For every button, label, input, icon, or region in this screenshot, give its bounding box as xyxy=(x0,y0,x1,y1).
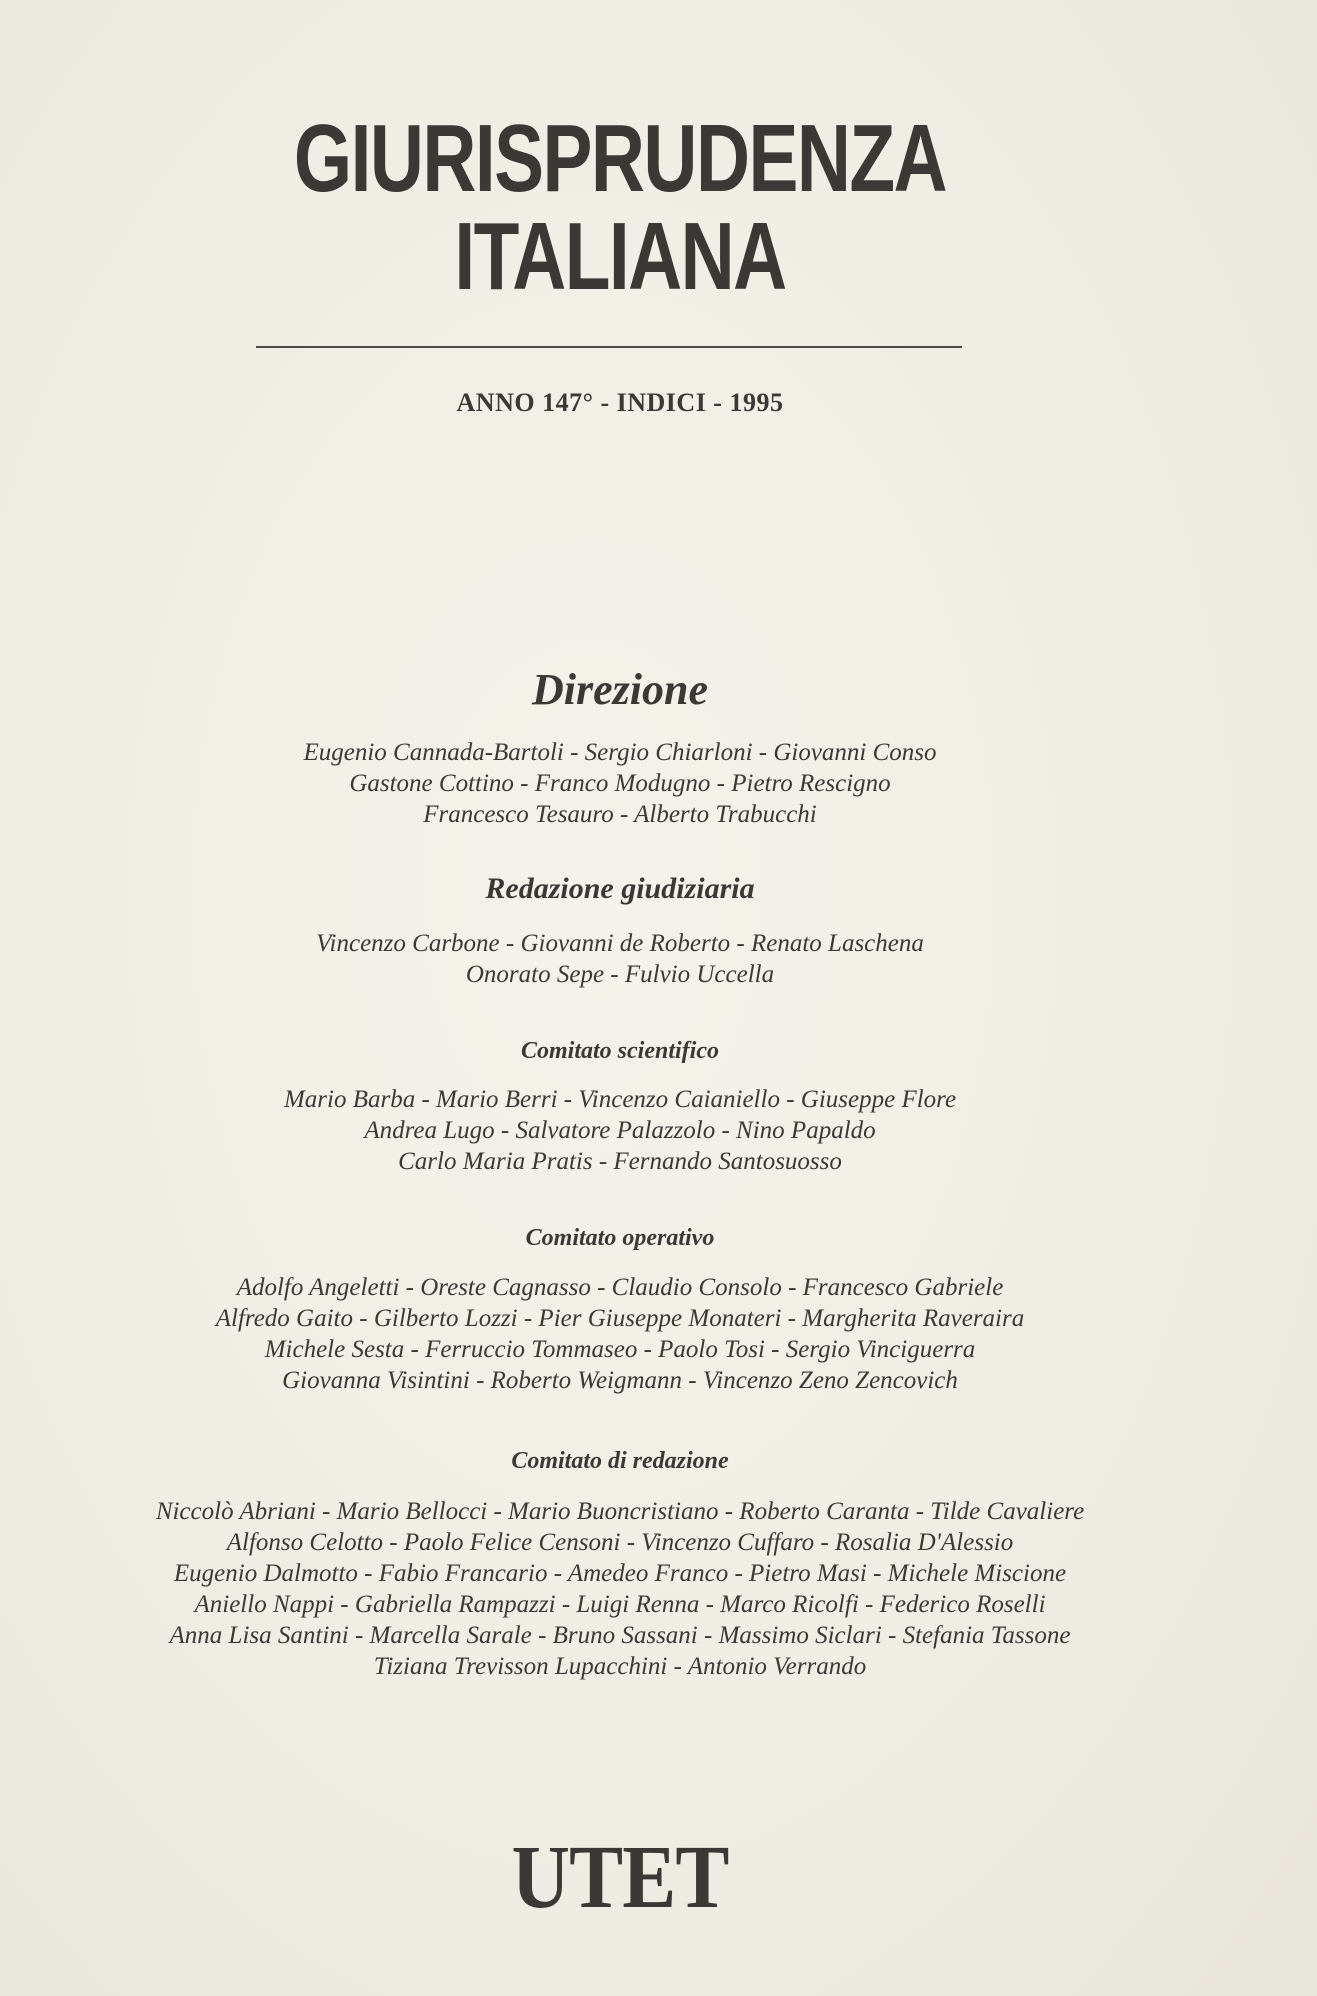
publisher-logo: UTET xyxy=(511,1828,729,1927)
journal-title-line-1: GIURISPRUDENZA xyxy=(293,105,947,212)
comitato-scientifico-line: Andrea Lugo - Salvatore Palazzolo - Nino Papaldo xyxy=(364,1117,876,1144)
redazione-giudiziaria-line: Vincenzo Carbone - Giovanni de Roberto - Renato Laschena xyxy=(316,930,924,957)
direzione-line: Gastone Cottino - Franco Modugno - Pietro Rescigno xyxy=(349,770,891,797)
comitato-operativo-names xyxy=(0,1272,1240,1396)
comitato-scientifico-heading: Comitato scientifico xyxy=(521,1038,719,1064)
comitato-redazione-line: Aniello Nappi - Gabriella Rampazzi - Luigi Renna - Marco Ricolfi - Federico Roselli xyxy=(194,1591,1046,1618)
comitato-operativo-line: Giovanna Visintini - Roberto Weigmann - Vincenzo Zeno Zencovich xyxy=(282,1367,958,1394)
edition-line: ANNO 147° - INDICI - 1995 xyxy=(456,388,784,417)
redazione-giudiziaria-heading: Redazione giudiziaria xyxy=(485,872,755,905)
comitato-redazione-line: Niccolò Abriani - Mario Bellocci - Mario Buoncristiano - Roberto Caranta - Tilde Cavaliere xyxy=(155,1498,1085,1525)
direzione-line: Francesco Tesauro - Alberto Trabucchi xyxy=(423,801,817,828)
journal-title-line-2: ITALIANA xyxy=(454,203,786,310)
comitato-operativo-heading: Comitato operativo xyxy=(525,1225,715,1251)
comitato-redazione-heading: Comitato di redazione xyxy=(511,1448,729,1474)
comitato-scientifico-line: Mario Barba - Mario Berri - Vincenzo Caianiello - Giuseppe Flore xyxy=(283,1086,957,1113)
comitato-redazione-line: Tiziana Trevisson Lupacchini - Antonio Verrando xyxy=(373,1653,867,1680)
direzione-heading: Direzione xyxy=(532,665,708,714)
comitato-operativo-line: Adolfo Angeletti - Oreste Cagnasso - Claudio Consolo - Francesco Gabriele xyxy=(236,1274,1004,1301)
journal-title xyxy=(136,105,1103,310)
comitato-scientifico-names xyxy=(0,1084,1240,1177)
redazione-giudiziaria-line: Onorato Sepe - Fulvio Uccella xyxy=(465,961,775,988)
comitato-scientifico-line: Carlo Maria Pratis - Fernando Santosuosso xyxy=(398,1148,842,1175)
title-divider xyxy=(256,346,962,348)
comitato-redazione-line: Anna Lisa Santini - Marcella Sarale - Bruno Sassani - Massimo Siclari - Stefania Tassone xyxy=(169,1622,1071,1649)
direzione-line: Eugenio Cannada-Bartoli - Sergio Chiarloni - Giovanni Conso xyxy=(303,739,937,766)
comitato-operativo-line: Michele Sesta - Ferruccio Tommaseo - Paolo Tosi - Sergio Vinciguerra xyxy=(264,1336,976,1363)
redazione-giudiziaria-names xyxy=(0,928,1240,990)
comitato-redazione-line: Eugenio Dalmotto - Fabio Francario - Amedeo Franco - Pietro Masi - Michele Miscione xyxy=(173,1560,1067,1587)
comitato-operativo-line: Alfredo Gaito - Gilberto Lozzi - Pier Giuseppe Monateri - Margherita Raveraira xyxy=(215,1305,1025,1332)
direzione-names xyxy=(0,737,1240,830)
comitato-redazione-line: Alfonso Celotto - Paolo Felice Censoni - Vincenzo Cuffaro - Rosalia D'Alessio xyxy=(226,1529,1014,1556)
comitato-redazione-names xyxy=(0,1496,1240,1682)
